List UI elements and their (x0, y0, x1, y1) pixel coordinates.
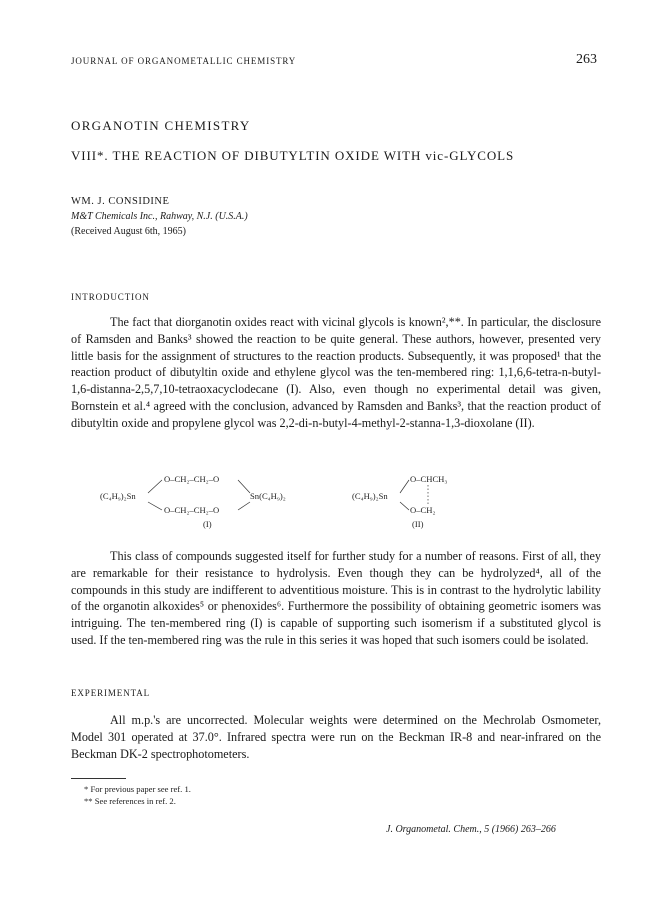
section-heading-introduction: INTRODUCTION (71, 292, 150, 302)
running-head: JOURNAL OF ORGANOMETALLIC CHEMISTRY (71, 56, 297, 66)
affiliation: M&T Chemicals Inc., Rahway, N.J. (U.S.A.) (71, 211, 248, 222)
received-date: (Received August 6th, 1965) (71, 226, 186, 237)
bond-line (148, 480, 162, 493)
bond-line (238, 480, 250, 493)
footnote-2: ** See references in ref. 2. (84, 796, 176, 806)
page-number: 263 (576, 52, 597, 67)
series-title: ORGANOTIN CHEMISTRY (71, 118, 251, 133)
paragraph-intro-2: This class of compounds suggested itself for further study for a number of reasons. First of all, they are remarkable for their resistance to hydrolysis. Even though they can be hydrolyzed⁴, all of the compounds in this study are indifferent to adventitious moisture. This is in contrast to the hydrolytic lability of the organotin alkoxides⁵ or phenoxides⁶. Furthermore the possibility of obtaining geometric isomers was intriguing. The ten-membered ring (I) is capable of supporting such isomerism if a substituted glycol is used. If the ten-membered ring was the rule in this series it was hoped that such isomers could be isolated. (71, 549, 601, 647)
footnote-1: * For previous paper see ref. 1. (84, 784, 191, 794)
section-heading-experimental: EXPERIMENTAL (71, 688, 151, 698)
structure-II (352, 473, 492, 531)
journal-citation: J. Organometal. Chem., 5 (1966) 263–266 (386, 824, 556, 835)
structure-I-label: (I) (203, 519, 212, 529)
structure-I-bottom-bridge: O–CH₂–CH₂–O (164, 505, 220, 515)
structure-I-left-group: (C₄H₉)₂Sn (100, 491, 136, 501)
bond-line (400, 502, 409, 510)
article-title: VIII*. THE REACTION OF DIBUTYLTIN OXIDE WITH vic-GLYCOLS (71, 148, 515, 163)
structure-I-right-group: Sn(C₄H₉)₂ (250, 491, 286, 501)
structure-II-left-group: (C₄H₉)₂Sn (352, 491, 388, 501)
paragraph-intro-1: The fact that diorganotin oxides react with vicinal glycols is known²,**. In particular, the disclosure of Ramsden and Banks³ showed the reaction to be quite general. These authors, however, presented very little basis for the assignment of structures to the reaction products. Subsequently, it was proposed¹ that the reaction product of dibutyltin oxide and ethylene glycol was the ten-membered ring: 1,1,6,6-tetra-n-butyl-1,6-distanna-2,5,7,10-tetraoxacyclodecane (I). Also, even though no experimental detail was given, Bornstein et al.⁴ agreed with the conclusion, advanced by Ramsden and Banks³, that the reaction product of dibutyltin oxide and propylene glycol was 2,2-di-n-butyl-4-methyl-2-stanna-1,3-dioxolane (II). (71, 315, 601, 430)
bond-line (400, 480, 409, 493)
structure-I-top-bridge: O–CH₂–CH₂–O (164, 474, 220, 484)
paragraph-experimental-1: All m.p.'s are uncorrected. Molecular weights were determined on the Mechrolab Osmometer, Model 301 operated at 37.0°. Infrared spectra were run on the Beckman IR-8 and near-infrared on the Beckman DK-2 spectrophotometers. (71, 713, 601, 761)
structure-I (100, 473, 300, 531)
footnote-rule (71, 778, 126, 779)
bond-line (148, 502, 162, 510)
author-name: WM. J. CONSIDINE (71, 196, 170, 207)
bond-line (238, 502, 250, 510)
structure-II-label: (II) (412, 519, 424, 529)
structure-II-bottom: O–CH₂ (410, 505, 436, 515)
structure-II-top: O–CHCH₃ (410, 474, 448, 484)
